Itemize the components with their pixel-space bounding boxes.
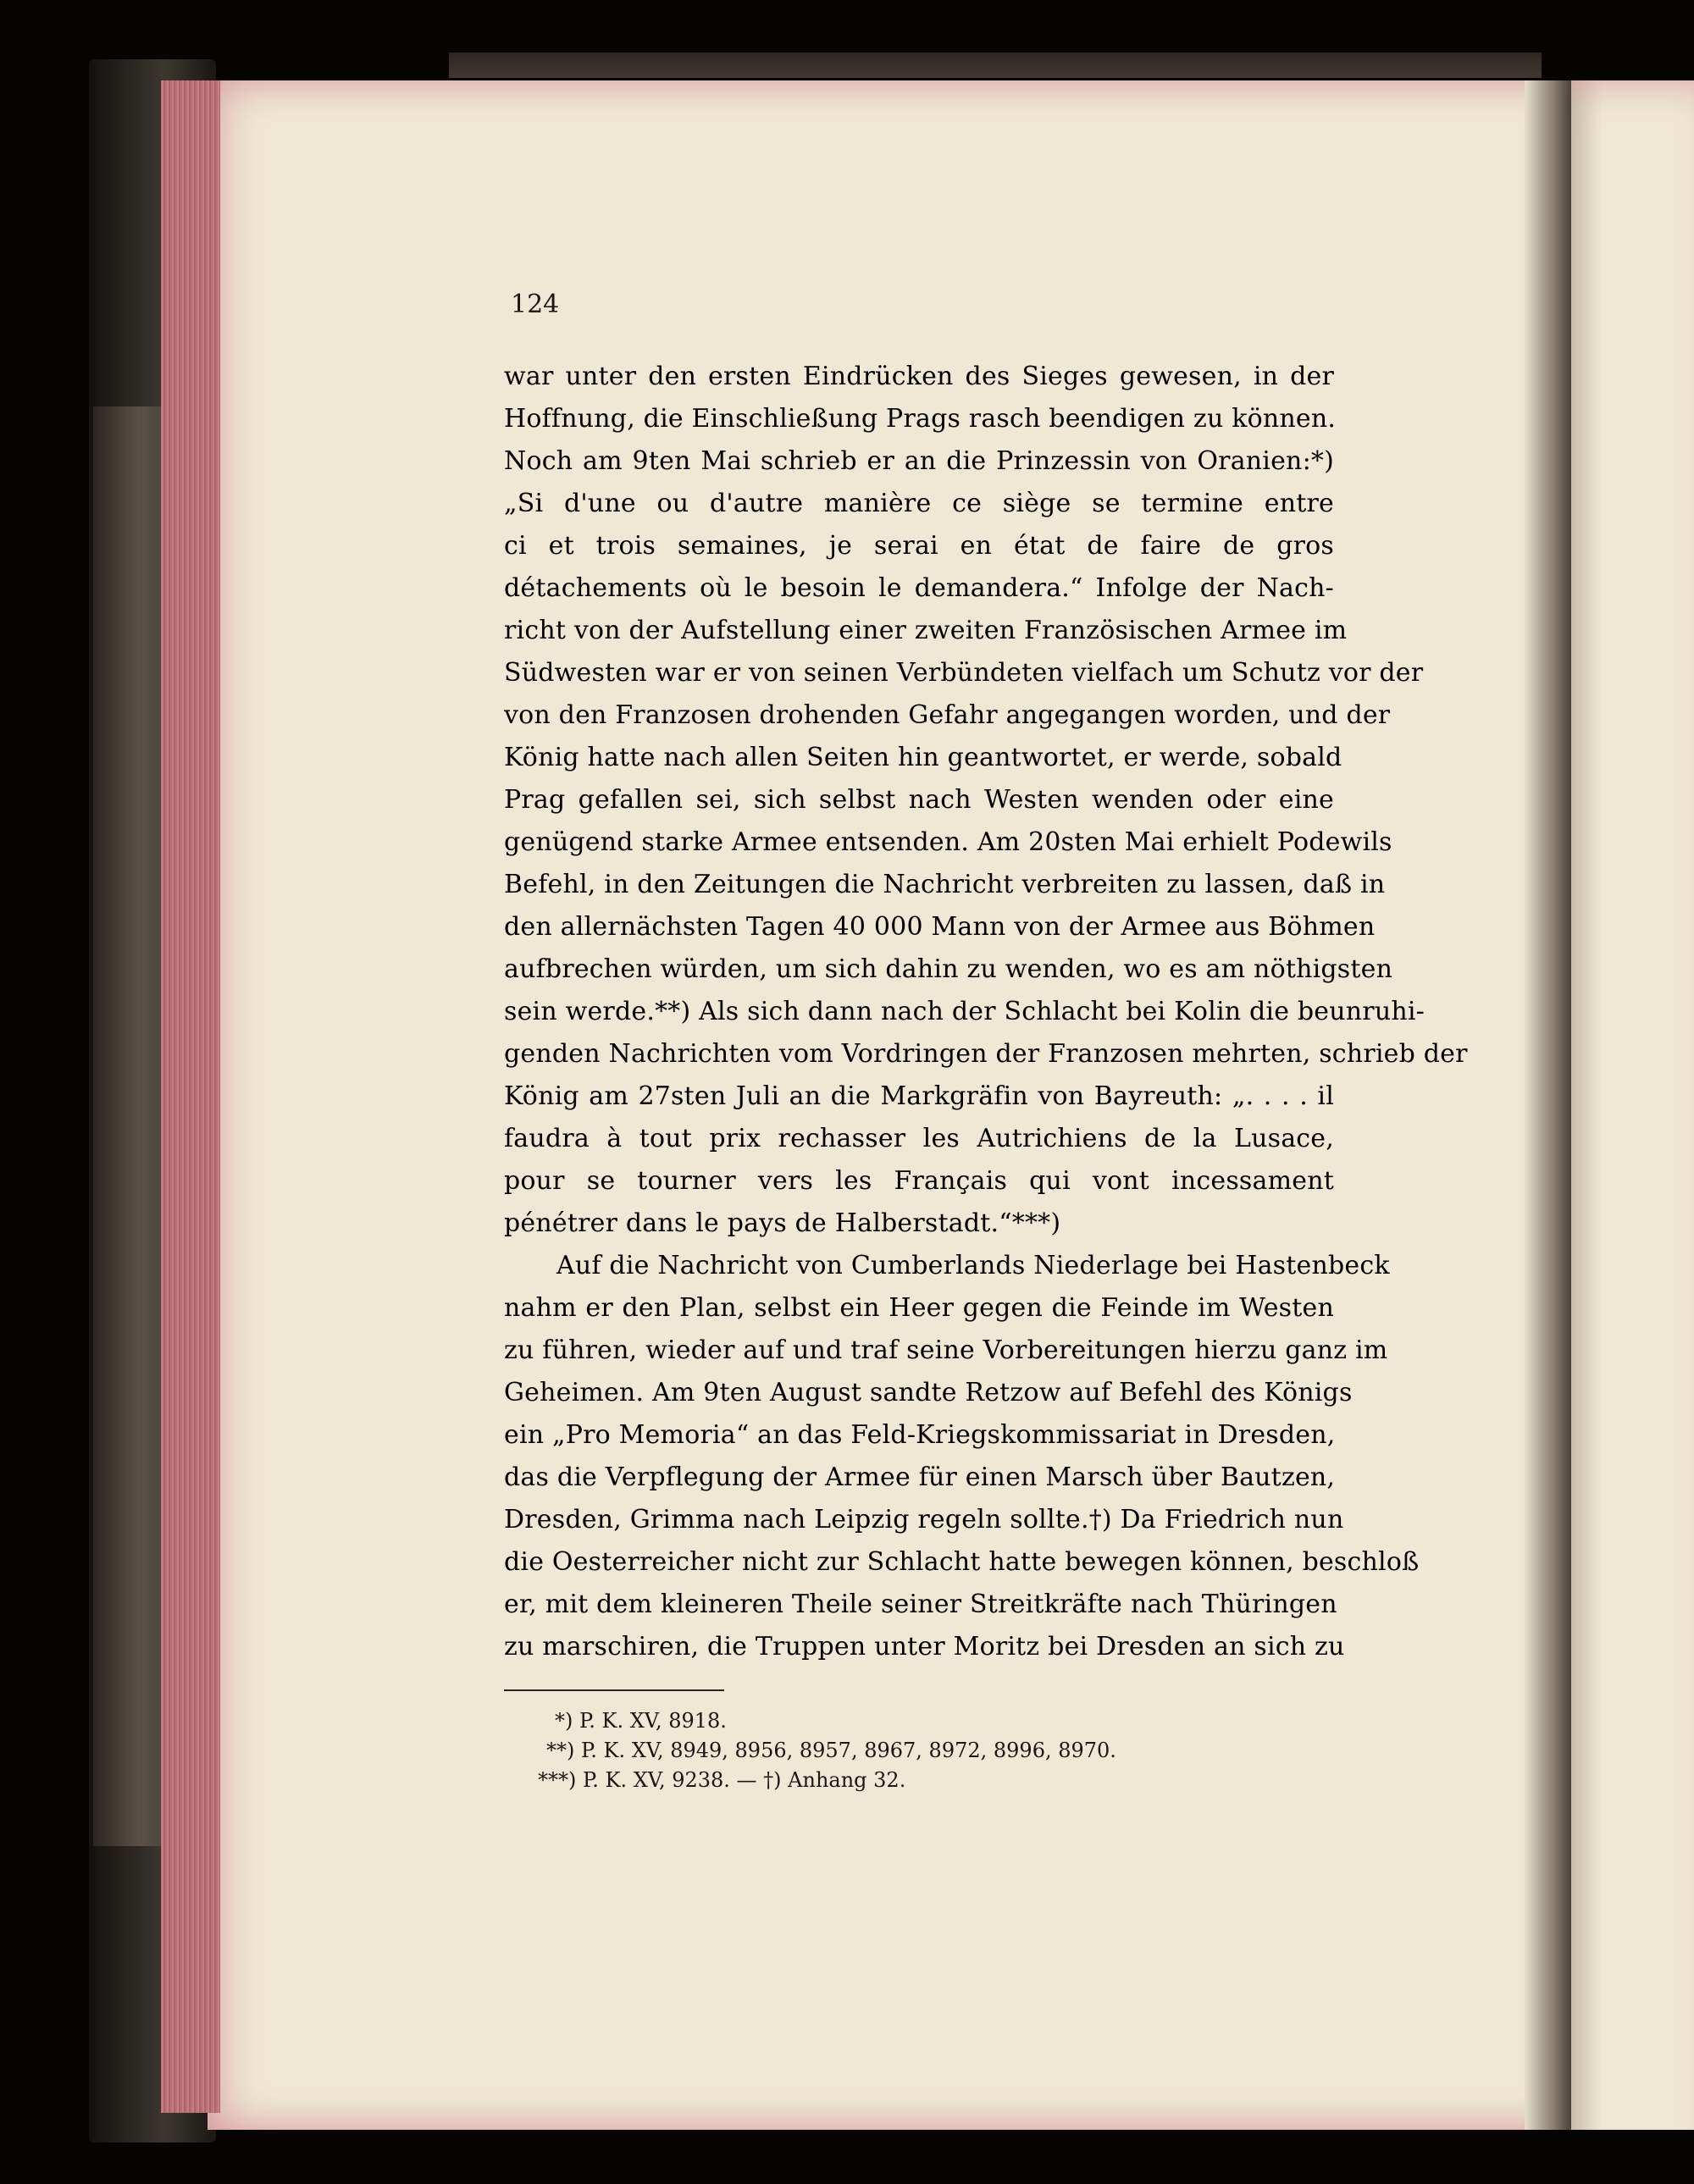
text-line: ein „Pro Memoria“ an das Feld-Kriegskommissariat in Dresden,	[504, 1420, 1336, 1450]
text-line: König hatte nach allen Seiten hin geantwortet, er werde, sobald	[504, 743, 1342, 772]
text-line: war unter den ersten Eindrücken des Sieges gewesen, in der	[504, 362, 1334, 391]
text-line: von den Franzosen drohenden Gefahr angegangen worden, und der	[504, 700, 1391, 730]
text-line: Noch am 9ten Mai schrieb er an die Prinzessin von Oranien:*)	[504, 446, 1334, 476]
text-line: genügend starke Armee entsenden. Am 20sten Mai erhielt Podewils	[504, 827, 1392, 857]
right-page-edge	[1571, 80, 1694, 2130]
text-line: Befehl, in den Zeitungen die Nachricht verbreiten zu lassen, daß in	[504, 870, 1386, 899]
book-gutter	[1525, 80, 1575, 2130]
text-line: pour se tourner vers les Français qui vont incessament	[504, 1166, 1334, 1196]
text-line: richt von der Aufstellung einer zweiten Französischen Armee im	[504, 616, 1348, 645]
text-line: die Oesterreicher nicht zur Schlacht hatte bewegen können, beschloß	[504, 1547, 1420, 1577]
text-line: faudra à tout prix rechasser les Autrichiens de la Lusace,	[504, 1124, 1334, 1153]
footnote: **) P. K. XV, 8949, 8956, 8957, 8967, 8972, 8996, 8970.	[546, 1739, 1116, 1762]
text-line: sein werde.**) Als sich dann nach der Schlacht bei Kolin die beunruhi-	[504, 997, 1425, 1026]
footnote: ***) P. K. XV, 9238. — †) Anhang 32.	[538, 1768, 906, 1792]
text-line: Geheimen. Am 9ten August sandte Retzow auf Befehl des Königs	[504, 1378, 1353, 1407]
footnote: *) P. K. XV, 8918.	[555, 1709, 727, 1733]
text-line: genden Nachrichten vom Vordringen der Franzosen mehrten, schrieb der	[504, 1039, 1468, 1069]
text-line: das die Verpflegung der Armee für einen Marsch über Bautzen,	[504, 1462, 1336, 1492]
text-line: zu führen, wieder auf und traf seine Vorbereitungen hierzu ganz im	[504, 1335, 1388, 1365]
body-text	[504, 356, 1468, 1668]
footnotes	[504, 1706, 1266, 1795]
page-number: 124	[511, 290, 560, 319]
text-line: Südwesten war er von seinen Verbündeten vielfach um Schutz vor der	[504, 658, 1424, 688]
text-line: Auf die Nachricht von Cumberlands Niederlage bei Hastenbeck	[556, 1251, 1390, 1280]
red-page-edges	[161, 80, 220, 2113]
text-line: den allernächsten Tagen 40 000 Mann von der Armee aus Böhmen	[504, 912, 1376, 942]
text-line: pénétrer dans le pays de Halberstadt.“***)	[504, 1208, 1061, 1238]
text-line: König am 27sten Juli an die Markgräfin von Bayreuth: „. . . . il	[504, 1081, 1334, 1111]
text-line: zu marschiren, die Truppen unter Moritz bei Dresden an sich zu	[504, 1632, 1345, 1661]
book-cover-top	[449, 53, 1542, 78]
text-line: détachements où le besoin le demandera.“ Infolge der Nach-	[504, 573, 1334, 603]
text-line: „Si d'une ou d'autre manière ce siège se termine entre	[504, 489, 1334, 518]
text-line: ci et trois semaines, je serai en état de faire de gros	[504, 531, 1334, 561]
text-line: Dresden, Grimma nach Leipzig regeln sollte.†) Da Friedrich nun	[504, 1505, 1344, 1534]
text-line: nahm er den Plan, selbst ein Heer gegen die Feinde im Westen	[504, 1293, 1334, 1323]
footnote-rule	[504, 1689, 724, 1691]
text-line: Prag gefallen sei, sich selbst nach Westen wenden oder eine	[504, 785, 1334, 815]
text-line: er, mit dem kleineren Theile seiner Streitkräfte nach Thüringen	[504, 1590, 1337, 1619]
text-line: Hoffnung, die Einschließung Prags rasch beendigen zu können.	[504, 404, 1337, 434]
text-line: aufbrechen würden, um sich dahin zu wenden, wo es am nöthigsten	[504, 954, 1393, 984]
